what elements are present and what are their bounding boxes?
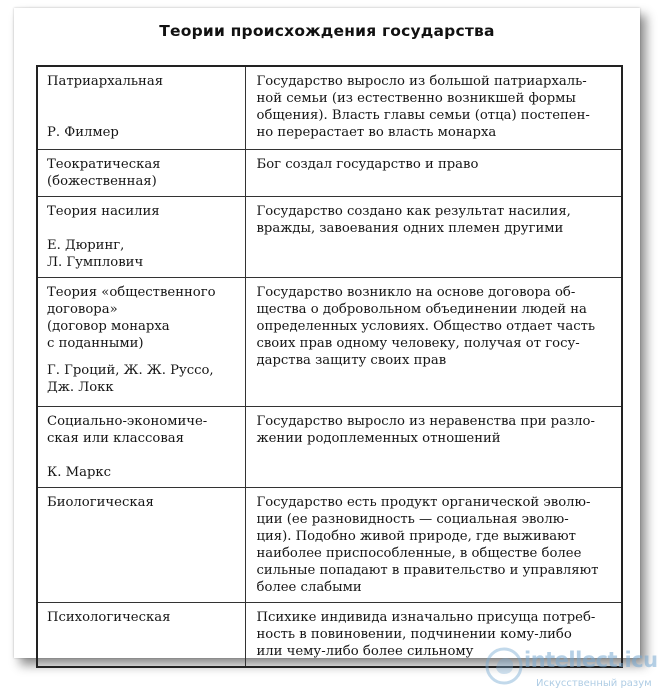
- theory-name: Теократическая: [47, 156, 161, 172]
- theory-name: Теория насилия: [47, 203, 160, 219]
- table-row: [37, 277, 622, 406]
- description-line: более слабыми: [256, 579, 362, 595]
- description-line: ция). Подобно живой природе, где выживают: [256, 528, 576, 544]
- theory-name-cell: [37, 196, 245, 277]
- theory-name: (божественная): [47, 173, 157, 189]
- theory-author: Г. Гроций, Ж. Ж. Руссо,: [47, 362, 214, 378]
- description-line: дарства защиту своих прав: [256, 352, 447, 368]
- theory-name-cell: [37, 487, 245, 602]
- theory-name-cell: [37, 602, 245, 667]
- description-line: своих прав одному человеку, получая от госу-: [256, 335, 580, 351]
- theories-table: [36, 65, 623, 668]
- theory-name-cell: [37, 149, 245, 196]
- description-line: Государство создано как результат насилия,: [256, 203, 571, 219]
- description-line: Государство возникло на основе договора об-: [256, 284, 576, 300]
- description-line: Психике индивида изначально присуща потреб-: [256, 609, 596, 625]
- description-line: сильные попадают в правительство и управляют: [256, 562, 599, 578]
- theory-author: Дж. Локк: [47, 379, 114, 395]
- watermark-tagline: Искусственный разум: [536, 678, 652, 689]
- theory-author: К. Маркс: [47, 464, 112, 480]
- theory-author: Р. Филмер: [47, 125, 119, 140]
- table-row: [37, 66, 622, 149]
- description-line: но перерастает во власть монарха: [256, 125, 497, 140]
- theory-description-cell: [245, 196, 622, 277]
- table-row: [37, 196, 622, 277]
- description-line: ной семьи (из естественно возникшей формы: [256, 91, 576, 106]
- theory-name: Психологическая: [47, 609, 171, 625]
- table-row: [37, 149, 622, 196]
- theory-name: договора»: [47, 301, 118, 317]
- description-line: Государство выросло из большой патриархаль-: [256, 74, 587, 89]
- theory-description-cell: [245, 277, 622, 406]
- theory-name-cell: [37, 277, 245, 406]
- description-line: общения). Власть главы семьи (отца) постепен-: [256, 108, 590, 123]
- description-line: вражды, завоевания одних племен другими: [256, 220, 564, 236]
- description-line: Бог создал государство и право: [256, 156, 479, 172]
- theory-description-cell: [245, 66, 622, 149]
- description-line: наиболее приспособленные, в обществе более: [256, 545, 582, 561]
- theory-description-cell: [245, 406, 622, 487]
- description-line: ции (ее разновидность — социальная эволю-: [256, 511, 569, 527]
- document-page: [14, 8, 640, 658]
- theory-name: Социально-экономиче-: [47, 413, 208, 429]
- description-line: определенных условиях. Общество отдает часть: [256, 318, 596, 334]
- theory-name: Биологическая: [47, 494, 154, 510]
- description-line: или чему-либо более сильному: [256, 643, 474, 659]
- description-line: жении родоплеменных отношений: [256, 430, 501, 446]
- theory-name: (договор монарха: [47, 318, 170, 334]
- watermark-name: intellect.icu: [524, 648, 658, 672]
- table-row: [37, 487, 622, 602]
- theory-author: Л. Гумплович: [47, 254, 144, 270]
- theory-author: Е. Дюринг,: [47, 237, 125, 253]
- theory-name: Патриархальная: [47, 74, 164, 89]
- description-line: щества о добровольном объединении людей на: [256, 301, 587, 317]
- theory-description-cell: [245, 487, 622, 602]
- table-row: [37, 406, 622, 487]
- theory-name: ская или классовая: [47, 430, 184, 446]
- theory-description-cell: [245, 149, 622, 196]
- theory-name: с поданными): [47, 335, 144, 351]
- theory-name-cell: [37, 406, 245, 487]
- brain-logo-icon: [484, 646, 524, 686]
- description-line: Государство выросло из неравенства при разло-: [256, 413, 595, 429]
- watermark: [478, 642, 664, 699]
- page-title: Теории происхождения государства: [159, 22, 495, 40]
- description-line: Государство есть продукт органической эволю-: [256, 494, 591, 510]
- theory-name: Теория «общественного: [47, 284, 216, 300]
- description-line: ность в повиновении, подчинении кому-либо: [256, 626, 572, 642]
- theory-name-cell: [37, 66, 245, 149]
